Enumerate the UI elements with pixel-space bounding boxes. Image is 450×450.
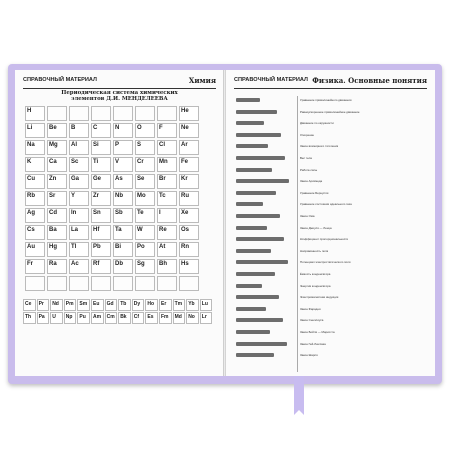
concept-name: Ускорение (300, 132, 315, 137)
periodic-title-line1: Периодическая система химических (61, 90, 178, 96)
element-symbol: Ta (115, 227, 122, 233)
lanthanide-cell (37, 299, 50, 311)
element-symbol: P (115, 142, 120, 148)
element-symbol: Os (181, 227, 190, 233)
element-cell (25, 157, 45, 172)
element-cell (179, 123, 199, 138)
element-symbol: Rb (27, 193, 35, 199)
element-symbol: Cf (133, 314, 140, 320)
element-cell (91, 157, 111, 172)
element-cell (135, 259, 155, 274)
element-symbol: Tb (120, 301, 127, 307)
formula-line (236, 191, 276, 195)
element-cell (91, 123, 111, 138)
element-symbol: Ru (181, 193, 189, 199)
concept-name: Ёмкость конденсатора (300, 272, 331, 276)
element-symbol: Er (161, 301, 167, 307)
formula-line (236, 133, 281, 137)
element-cell (25, 208, 45, 223)
element-cell (179, 225, 199, 240)
element-cell (135, 208, 155, 223)
actinide-cell (145, 312, 158, 324)
element-cell (47, 106, 67, 121)
element-cell (69, 225, 89, 240)
left-header-subject: Химия (188, 76, 216, 85)
element-symbol: Y (71, 193, 76, 199)
element-cell (113, 157, 133, 172)
lanthanide-cell (91, 299, 104, 311)
element-cell (113, 225, 133, 240)
concept-name: Движение по окружности (300, 121, 334, 126)
element-symbol: Xe (181, 210, 189, 216)
element-cell (179, 208, 199, 223)
element-symbol: At (159, 244, 166, 250)
element-symbol: Ga (71, 176, 80, 182)
concept-name: Энергия конденсатора (300, 283, 331, 288)
column-divider (297, 96, 298, 372)
element-symbol: S (137, 142, 142, 148)
actinide-cell (186, 312, 199, 324)
element-symbol: Ti (93, 159, 99, 165)
element-symbol: B (71, 125, 76, 131)
element-cell (25, 140, 45, 155)
element-symbol: Am (93, 314, 102, 320)
actinide-cell (118, 312, 131, 324)
element-symbol: Th (25, 314, 32, 320)
formula-line (236, 330, 270, 334)
lanthanide-cell (50, 299, 63, 311)
element-symbol: Te (137, 210, 144, 216)
lanthanide-cell (200, 299, 213, 311)
element-symbol: Zn (49, 176, 57, 182)
concept-name: Закон Гей-Люссака (300, 341, 326, 346)
element-symbol: C (93, 125, 98, 131)
element-symbol: Hg (49, 244, 57, 250)
element-symbol: Cm (106, 314, 115, 320)
concept-name: Работа силы (300, 167, 318, 172)
formula-line (236, 110, 277, 114)
actinide-cell (64, 312, 77, 324)
formula-line (236, 144, 268, 148)
formula-line (236, 214, 280, 218)
lanthanide-cell (118, 299, 131, 311)
element-symbol: Lr (201, 314, 207, 320)
element-symbol: Cr (137, 159, 144, 165)
element-cell (157, 174, 177, 189)
element-symbol: Br (159, 176, 166, 182)
element-cell (179, 106, 199, 121)
formula-line (236, 318, 283, 322)
element-symbol: Nd (52, 301, 59, 307)
element-symbol: Mo (137, 193, 146, 199)
element-symbol: Es (147, 314, 154, 320)
element-cell (157, 157, 177, 172)
element-cell (25, 276, 45, 291)
element-symbol: Be (49, 125, 57, 131)
concept-name: Электромагнитная индукция (300, 295, 339, 300)
element-symbol: Cu (27, 176, 35, 182)
element-cell (91, 106, 111, 121)
element-cell (179, 242, 199, 257)
element-cell (69, 276, 89, 291)
element-cell (113, 208, 133, 223)
concept-name: Коэффициент пропорциональности (300, 237, 349, 242)
formula-line (236, 202, 263, 206)
element-symbol: Ag (27, 210, 35, 216)
formula-line (236, 307, 266, 311)
element-cell (157, 242, 177, 257)
element-cell (25, 123, 45, 138)
element-symbol: Mg (49, 142, 58, 148)
element-symbol: Tc (159, 193, 166, 199)
element-symbol: Fr (27, 261, 33, 267)
element-cell (157, 208, 177, 223)
lanthanide-cell (23, 299, 36, 311)
element-symbol: Ge (93, 176, 102, 182)
element-symbol: Ho (147, 301, 155, 307)
formula-line (236, 353, 274, 357)
element-cell (179, 191, 199, 206)
element-symbol: Bk (120, 314, 127, 320)
element-symbol: Nb (115, 193, 123, 199)
element-symbol: W (137, 227, 143, 233)
element-symbol: Hs (181, 261, 189, 267)
element-cell (157, 106, 177, 121)
element-symbol: Np (65, 314, 73, 320)
concept-name: Равноускоренное прямолинейное движение (300, 109, 360, 114)
element-symbol: Cl (159, 142, 165, 148)
formula-line (236, 226, 267, 230)
element-symbol: Po (137, 244, 145, 250)
element-cell (113, 242, 133, 257)
element-symbol: Rf (93, 261, 100, 267)
element-cell (47, 276, 67, 291)
element-cell (157, 225, 177, 240)
formula-line (236, 342, 287, 346)
concept-name: Уравнение прямолинейного движения (300, 98, 352, 102)
actinide-cell (77, 312, 90, 324)
element-cell (135, 225, 155, 240)
element-cell (69, 174, 89, 189)
element-symbol: Ba (49, 227, 57, 233)
element-cell (113, 174, 133, 189)
formula-line (236, 179, 289, 183)
lanthanide-cell (64, 299, 77, 311)
formula-line (236, 156, 285, 160)
concept-name: Закон Шарля (300, 353, 318, 358)
bookmark-ribbon (294, 376, 304, 410)
element-symbol: Gd (106, 301, 114, 307)
element-cell (25, 174, 45, 189)
element-symbol: Sg (137, 261, 145, 267)
element-cell (91, 259, 111, 274)
element-cell (25, 225, 45, 240)
periodic-table-title (15, 90, 224, 103)
element-symbol: Zr (93, 193, 99, 199)
element-symbol: O (137, 125, 142, 131)
element-cell (91, 140, 111, 155)
element-symbol: Yb (188, 301, 195, 307)
actinide-cell (91, 312, 104, 324)
lanthanide-cell (145, 299, 158, 311)
element-symbol: Bi (115, 244, 121, 250)
concept-name: Потенциал электростатического поля (300, 260, 351, 265)
element-cell (69, 106, 89, 121)
element-cell (47, 242, 67, 257)
element-cell (157, 140, 177, 155)
element-cell (25, 106, 45, 121)
formula-line (236, 121, 264, 125)
element-cell (135, 191, 155, 206)
formula-line (236, 237, 284, 241)
actinide-cell (105, 312, 118, 324)
concept-name: Закон Архимеда (300, 179, 323, 184)
element-cell (25, 259, 45, 274)
element-symbol: Pr (38, 301, 44, 307)
element-symbol: Sc (71, 159, 79, 165)
element-cell (91, 276, 111, 291)
element-cell (135, 276, 155, 291)
element-cell (135, 140, 155, 155)
lanthanide-cell (186, 299, 199, 311)
element-cell (157, 191, 177, 206)
concept-name: Вес тела (300, 156, 312, 160)
periodic-title-line2: элементов Д.И. МЕНДЕЛЕЕВА (71, 96, 168, 103)
element-cell (69, 140, 89, 155)
element-symbol: No (188, 314, 195, 320)
element-cell (157, 259, 177, 274)
element-symbol: Mn (159, 159, 168, 165)
element-symbol: Kr (181, 176, 188, 182)
element-cell (47, 174, 67, 189)
element-symbol: Se (137, 176, 145, 182)
formula-line (236, 249, 271, 253)
element-symbol: Re (159, 227, 167, 233)
element-symbol: Si (93, 142, 99, 148)
concept-name: Напряжённость поля (300, 248, 329, 253)
element-symbol: Ar (181, 142, 188, 148)
element-cell (135, 174, 155, 189)
element-symbol: Sb (115, 210, 123, 216)
element-cell (69, 191, 89, 206)
concept-name: Закон Снеллиуса (300, 318, 324, 323)
concept-name: Закон Бойля — Мариотта (300, 330, 335, 334)
element-symbol: Md (174, 314, 182, 320)
element-symbol: Ac (71, 261, 79, 267)
element-symbol: Sr (49, 193, 56, 199)
left-header-label: СПРАВОЧНЫЙ МАТЕРИАЛ (23, 77, 97, 83)
right-page (226, 70, 435, 376)
element-cell (69, 259, 89, 274)
element-cell (157, 276, 177, 291)
concept-name: Закон Ома (300, 214, 315, 218)
element-cell (47, 157, 67, 172)
element-cell (179, 157, 199, 172)
formula-line (236, 272, 275, 276)
element-symbol: Sn (93, 210, 101, 216)
concept-name: Закон Фарадея (300, 306, 321, 311)
element-symbol: Hf (93, 227, 100, 233)
concept-name: Закон всемирного тяготения (300, 144, 339, 149)
element-cell (135, 106, 155, 121)
element-cell (69, 123, 89, 138)
element-cell (47, 123, 67, 138)
lanthanide-cell (132, 299, 145, 311)
actinide-cell (200, 312, 213, 324)
actinide-cell (132, 312, 145, 324)
element-symbol: Au (27, 244, 35, 250)
formula-line (236, 168, 272, 172)
element-symbol: Db (115, 261, 123, 267)
element-symbol: Ra (49, 261, 57, 267)
element-cell (135, 157, 155, 172)
lanthanide-cell (105, 299, 118, 311)
element-symbol: Na (27, 142, 35, 148)
actinide-cell (37, 312, 50, 324)
element-symbol: Li (27, 125, 33, 131)
element-symbol: Cd (49, 210, 57, 216)
element-symbol: Lu (201, 301, 208, 307)
element-symbol: Eu (93, 301, 100, 307)
element-symbol: In (71, 210, 77, 216)
element-cell (113, 191, 133, 206)
element-cell (47, 225, 67, 240)
element-symbol: V (115, 159, 120, 165)
concept-name: Уравнение Бернулли (300, 190, 329, 195)
right-header-label: СПРАВОЧНЫЙ МАТЕРИАЛ (234, 77, 308, 83)
actinide-cell (159, 312, 172, 324)
element-symbol: Rn (181, 244, 189, 250)
element-cell (179, 276, 199, 291)
actinide-cell (173, 312, 186, 324)
element-symbol: Bh (159, 261, 167, 267)
element-symbol: La (71, 227, 79, 233)
element-cell (69, 208, 89, 223)
element-cell (135, 123, 155, 138)
element-symbol: Al (71, 142, 77, 148)
formula-line (236, 284, 262, 288)
element-symbol: Ce (25, 301, 32, 307)
element-cell (113, 140, 133, 155)
lanthanide-cell (173, 299, 186, 311)
element-cell (47, 259, 67, 274)
element-symbol: K (27, 159, 32, 165)
actinide-cell (23, 312, 36, 324)
left-page (15, 70, 224, 376)
lanthanide-cell (159, 299, 172, 311)
element-symbol: Tl (71, 244, 77, 250)
element-symbol: As (115, 176, 123, 182)
element-cell (113, 276, 133, 291)
element-symbol: Pm (65, 301, 74, 307)
element-cell (113, 259, 133, 274)
element-symbol: Fm (161, 314, 169, 320)
formula-line (236, 98, 260, 102)
element-cell (179, 174, 199, 189)
element-symbol: Fe (181, 159, 189, 165)
element-symbol: Ne (181, 125, 189, 131)
lanthanide-cell (77, 299, 90, 311)
element-cell (91, 242, 111, 257)
element-symbol: Dy (133, 301, 141, 307)
element-cell (179, 259, 199, 274)
element-cell (47, 208, 67, 223)
element-symbol: He (181, 108, 189, 114)
element-cell (69, 157, 89, 172)
element-symbol: U (52, 314, 56, 320)
element-symbol: Pu (79, 314, 86, 320)
element-cell (179, 140, 199, 155)
element-symbol: Pb (93, 244, 101, 250)
element-cell (91, 225, 111, 240)
right-page-header (234, 76, 427, 89)
element-symbol: Pa (38, 314, 45, 320)
element-cell (91, 174, 111, 189)
element-symbol: H (27, 108, 32, 114)
element-cell (113, 123, 133, 138)
element-symbol: Cs (27, 227, 35, 233)
element-symbol: I (159, 210, 161, 216)
element-cell (69, 242, 89, 257)
element-symbol: Tm (174, 301, 183, 307)
element-symbol: N (115, 125, 120, 131)
actinide-cell (50, 312, 63, 324)
left-page-header (23, 76, 216, 89)
element-cell (91, 191, 111, 206)
right-header-subject: Физика. Основные понятия (312, 76, 427, 85)
element-symbol: Ca (49, 159, 57, 165)
element-symbol: F (159, 125, 163, 131)
element-cell (47, 191, 67, 206)
element-cell (135, 242, 155, 257)
element-symbol: Sm (79, 301, 88, 307)
element-cell (157, 123, 177, 138)
concept-name: Закон Джоуля — Ленца (300, 225, 332, 230)
concept-name: Уравнение состояния идеального газа (300, 202, 352, 207)
element-cell (47, 140, 67, 155)
element-cell (91, 208, 111, 223)
element-cell (25, 191, 45, 206)
formula-line (236, 295, 279, 299)
formula-line (236, 260, 288, 264)
element-cell (113, 106, 133, 121)
element-cell (25, 242, 45, 257)
